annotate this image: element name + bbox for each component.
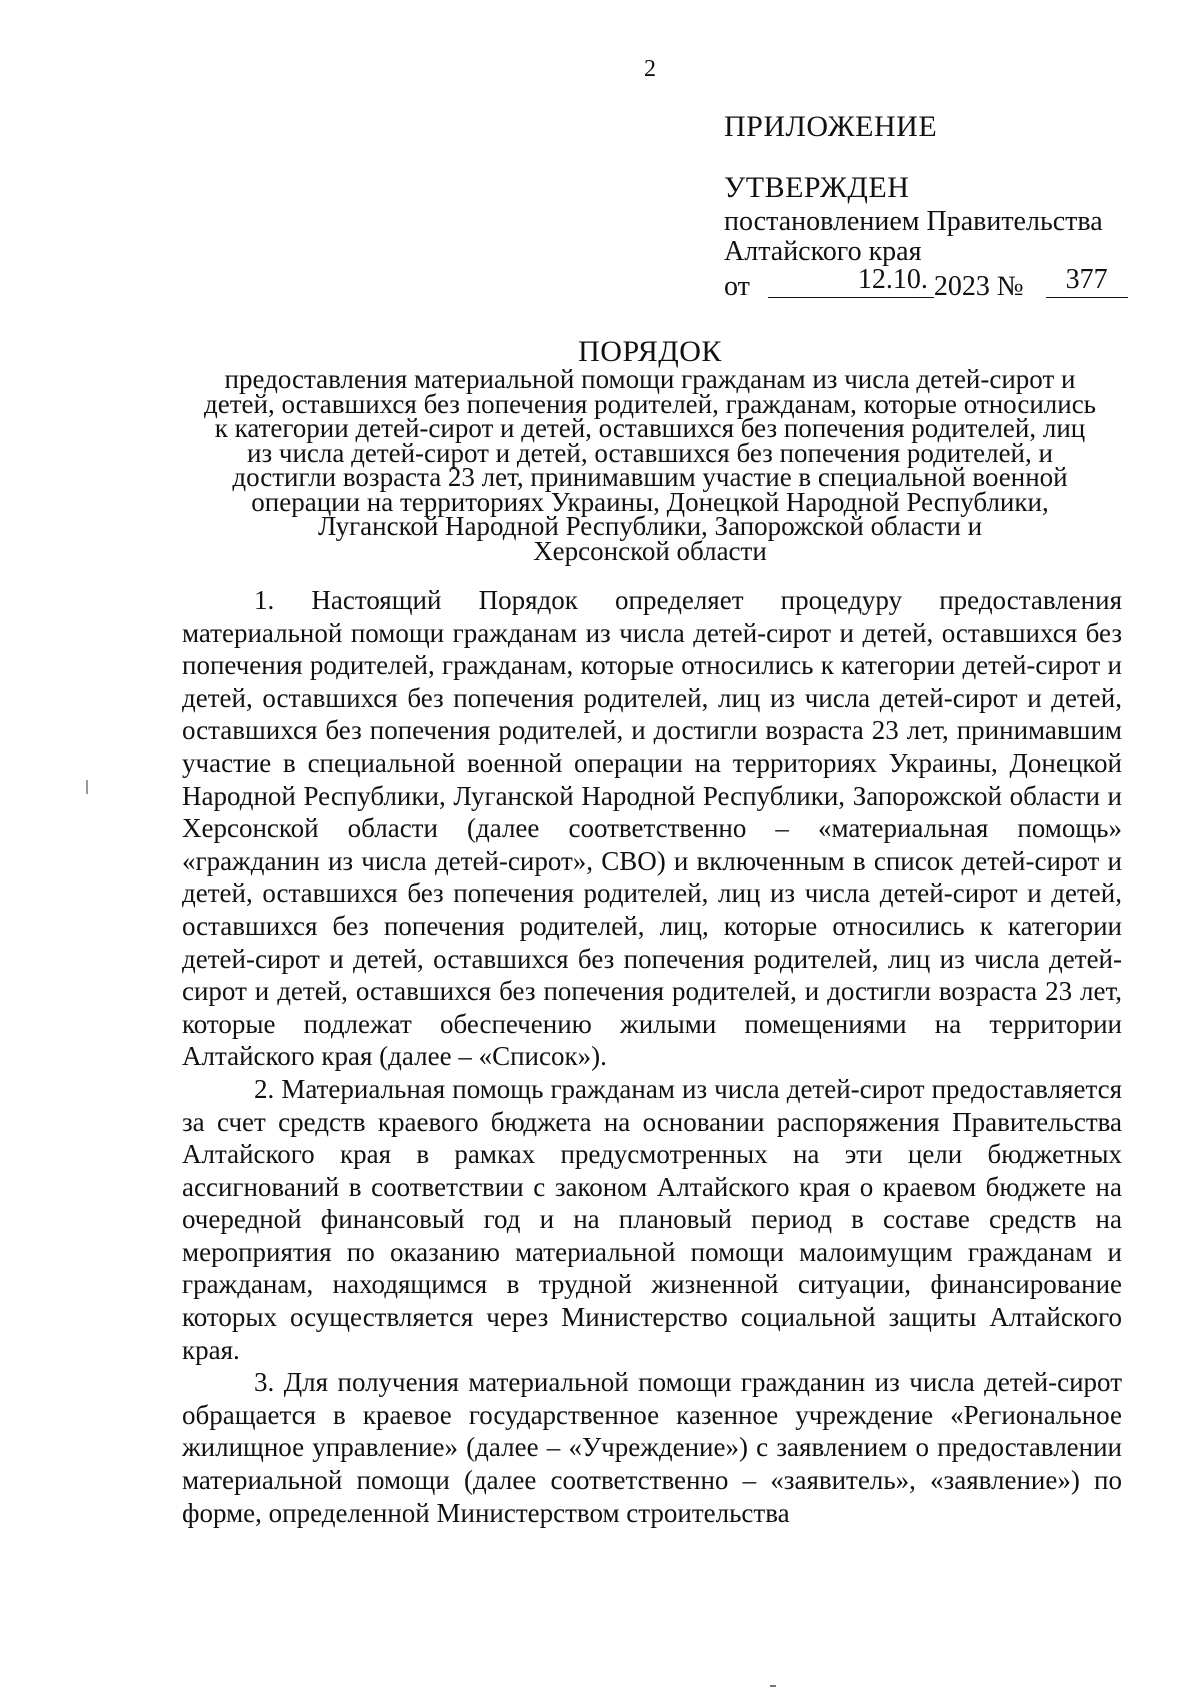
resolution-date: 12.10. — [768, 267, 934, 298]
subtitle-line: Херсонской области — [533, 535, 767, 566]
page-number: 2 — [644, 56, 656, 82]
subtitle-line: предоставления материальной помощи гражданам из числа детей-сирот и — [224, 364, 1076, 394]
document-subtitle — [150, 364, 1150, 566]
resolution-date-line — [724, 264, 1128, 302]
approval-block — [724, 173, 1128, 302]
document-title: ПОРЯДОК — [578, 335, 722, 368]
subtitle-line: из числа детей-сирот и детей, оставшихся без попечения родителей, и — [247, 437, 1053, 468]
paragraph-2: 2. Материальная помощь гражданам из числа детей-сирот предоставляется за счет средств краевого бюджета на основании распоряжения Правительства Алтайского края в рамках предусмотренных на эти цели бюджетных ассигнований в соответствии с законом Алтайского края о краевом бюджете на очередной финансовый год и на плановый период в составе средств на мероприятия по оказанию материальной помощи малоимущим гражданам и гражданам, находящимся в трудной жизненной ситуации, финансирование которых осуществляется через Министерство социальной защиты Алтайского края. — [182, 1073, 1122, 1365]
subtitle-line: детей, оставшихся без попечения родителей, гражданам, которые относились — [203, 388, 1096, 419]
document-title-block — [150, 335, 1150, 566]
subtitle-line: к категории детей-сирот и детей, оставшихся без попечения родителей, лиц — [214, 413, 1086, 443]
document-body — [182, 584, 1122, 1529]
appendix-heading: ПРИЛОЖЕНИЕ — [724, 110, 938, 143]
scan-edge-mark — [86, 780, 88, 794]
subtitle-line: операции на территориях Украины, Донецкой Народной Республики, — [251, 486, 1049, 517]
subtitle-line: достигли возраста 23 лет, принимавшим участие в специальной военной — [232, 462, 1068, 492]
scan-footer-mark — [770, 1685, 776, 1687]
resolution-year: 2023 № — [933, 271, 1024, 302]
paragraph-3: 3. Для получения материальной помощи гражданин из числа детей-сирот обращается в краевое государственное казенное учреждение «Региональное жилищное управление» (далее – «Учреждение») с заявлением о предоставлении материальной помощи (далее соответственно – «заявитель», «заявление») по форме, определенной Министерством строительства — [182, 1367, 1122, 1528]
subtitle-line: Луганской Народной Республики, Запорожской области и — [317, 511, 983, 541]
from-label: от — [724, 271, 750, 302]
paragraph-1: 1. Настоящий Порядок определяет процедуру предоставления материальной помощи гражданам из числа детей-сирот и детей, оставшихся без попечения родителей, гражданам, которые относились к категории детей-сирот и детей, оставшихся без попечения родителей, лиц из числа детей-сирот и детей, оставшихся без попечения родителей, и достигли возраста 23 лет, принимавшим участие в специальной военной операции на территориях Украины, Донецкой Народной Республики, Луганской Народной Республики, Запорожской области и Херсонской области (далее соответственно – «материальная помощь» «гражданин из числа детей-сирот», СВО) и включенным в список детей-сирот и детей, оставшихся без попечения родителей, лиц из числа детей-сирот и детей, оставшихся без попечения родителей, лиц, которые относились к категории детей-сирот и детей, оставшихся без попечения родителей, лиц из числа детей-сирот и детей, оставшихся без попечения родителей, и достигли возраста 23 лет, которые подлежат обеспечению жилыми помещениями на территории Алтайского края (далее – «Список»). — [182, 585, 1122, 1072]
resolution-number: 377 — [1046, 267, 1128, 298]
approved-by-line-1: постановлением Правительства — [724, 206, 1103, 237]
approved-heading: УТВЕРЖДЕН — [724, 171, 910, 204]
approved-by-line-2: Алтайского края — [724, 236, 922, 267]
